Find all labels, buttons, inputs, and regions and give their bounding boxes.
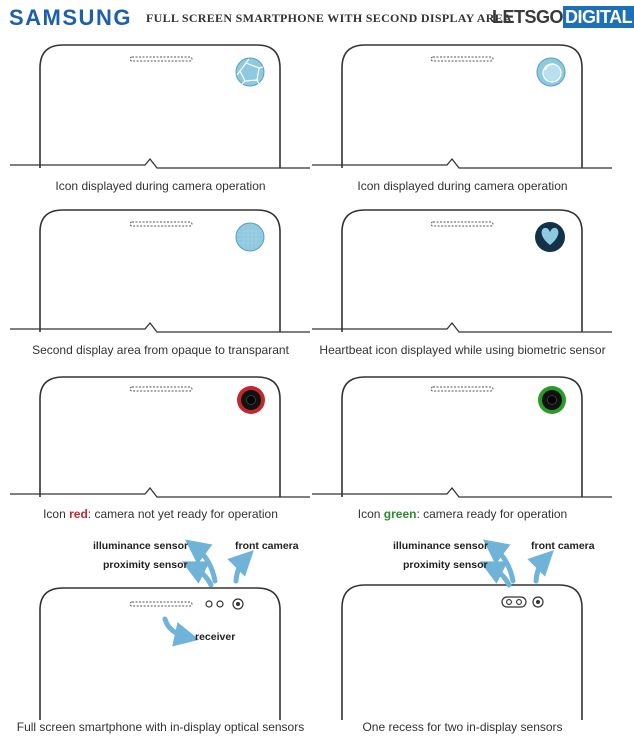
front-camera-lens — [533, 597, 543, 607]
sensor-recess — [502, 597, 526, 607]
arrow-front-camera — [236, 559, 245, 581]
letsgo-digital-logo — [492, 6, 634, 28]
panel-lens — [307, 38, 618, 218]
speaker-grille — [431, 222, 493, 226]
panel-green-icon — [307, 372, 618, 552]
phone-outline-4 — [307, 204, 618, 384]
logo-text-digital: DIGITAL — [565, 7, 633, 27]
sensor-arrows — [491, 547, 545, 585]
speaker-grille — [431, 387, 493, 391]
arrow-proximity — [193, 567, 211, 585]
panel-red-icon — [5, 372, 316, 552]
speaker-grille — [130, 222, 192, 226]
page-title: FULL SCREEN SMARTPHONE WITH SECOND DISPLAY AREA — [146, 11, 512, 25]
label-illuminance-sensor: illuminance sensor — [393, 540, 489, 552]
caption-2: Icon displayed during camera operation — [357, 179, 568, 193]
caption-6-color-word: green — [383, 507, 417, 521]
illuminance-sensor-dot — [206, 601, 212, 607]
caption-8: One recess for two in-display sensors — [362, 720, 563, 734]
panel-one-recess — [307, 535, 618, 747]
panel-aperture — [5, 38, 316, 218]
arrow-proximity — [491, 567, 509, 585]
caption-6-suffix: : camera ready for operation — [416, 507, 568, 521]
caption-5-prefix: Icon — [43, 507, 70, 521]
label-illuminance-sensor: illuminance sensor — [93, 540, 189, 552]
label-proximity-sensor: proximity sensor — [403, 559, 488, 571]
label-proximity-sensor: proximity sensor — [103, 559, 188, 571]
arrow-front-camera — [536, 559, 545, 581]
transparent-area-icon — [236, 223, 264, 251]
panel-transparent-area — [5, 204, 316, 384]
aperture-icon — [236, 58, 264, 86]
label-receiver: receiver — [195, 631, 236, 643]
caption-7: Full screen smartphone with in-display optical sensors — [16, 720, 305, 734]
caption-6 — [307, 507, 618, 521]
caption-4: Heartbeat icon displayed while using biometric sensor — [319, 343, 606, 357]
caption-1: Icon displayed during camera operation — [55, 179, 266, 193]
speaker-grille — [130, 602, 192, 606]
speaker-grille — [130, 57, 192, 61]
proximity-sensor-dot — [217, 601, 223, 607]
front-camera-lens — [233, 599, 243, 609]
panel-optical-sensors — [5, 535, 316, 747]
camera-lens-icon — [537, 58, 565, 86]
speaker-grille — [431, 57, 493, 61]
phone-outline-3 — [5, 204, 316, 384]
samsung-brand: SAMSUNG — [9, 5, 132, 30]
speaker-grille — [130, 387, 192, 391]
heart-icon — [535, 222, 565, 252]
caption-3: Second display area from opaque to transparant — [32, 343, 289, 357]
caption-5 — [5, 507, 316, 521]
camera-ring-green-icon — [538, 386, 566, 414]
caption-6-prefix: Icon — [357, 507, 384, 521]
arrow-receiver — [165, 619, 187, 637]
panel-heartbeat — [307, 204, 618, 384]
phone-outline-5 — [5, 372, 316, 552]
caption-5-color-word: red — [69, 507, 88, 521]
camera-ring-red-icon — [237, 386, 265, 414]
phone-outline-6 — [307, 372, 618, 552]
caption-5-suffix: : camera not yet ready for operation — [87, 507, 278, 521]
label-front-camera: front camera — [531, 540, 595, 552]
logo-text-letsgo: LETSGO — [492, 7, 564, 27]
label-front-camera: front camera — [235, 540, 299, 552]
